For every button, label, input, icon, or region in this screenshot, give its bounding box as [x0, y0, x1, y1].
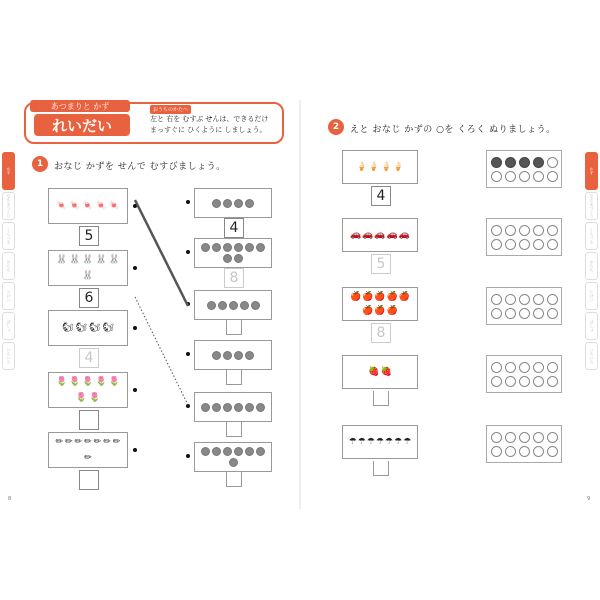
- answer-box[interactable]: 5: [371, 254, 391, 274]
- paint-circle[interactable]: [491, 157, 502, 168]
- picture-icon: 🍦: [368, 162, 380, 172]
- paint-circle[interactable]: [519, 308, 530, 319]
- picture-icon: 🚗: [386, 230, 398, 240]
- question-2-number: 2: [328, 119, 344, 135]
- paint-circle[interactable]: [533, 362, 544, 373]
- paint-circle[interactable]: [533, 294, 544, 305]
- picture-icon: ✏: [65, 437, 73, 447]
- picture-icon: 🍎: [362, 306, 374, 317]
- paint-circle[interactable]: [505, 294, 516, 305]
- picture-icon: 🐰: [82, 255, 94, 265]
- edge-tab[interactable]: ばしょ: [585, 312, 598, 340]
- paint-circle[interactable]: [491, 432, 502, 443]
- picture-icon: ✏: [112, 437, 121, 447]
- question-1-number: 1: [32, 156, 48, 172]
- picture-icon: 🐿: [75, 323, 87, 333]
- paint-circle[interactable]: [491, 171, 502, 182]
- paint-circle[interactable]: [491, 239, 502, 250]
- paint-circle[interactable]: [491, 294, 502, 305]
- paint-circle[interactable]: [505, 432, 516, 443]
- picture-icon: ✏: [74, 437, 83, 447]
- edge-tab[interactable]: ばしょ: [2, 312, 15, 340]
- paint-circle[interactable]: [505, 362, 516, 373]
- paint-circle[interactable]: [533, 157, 544, 168]
- picture-icon: ✏: [84, 453, 92, 463]
- picture-icon: 🐰: [55, 255, 68, 265]
- paint-circle[interactable]: [519, 239, 530, 250]
- picture-icon: ✏: [103, 437, 111, 447]
- answer-box[interactable]: 8: [224, 268, 244, 288]
- edge-tab[interactable]: かず: [585, 152, 598, 190]
- picture-icon: 🐰: [69, 255, 81, 265]
- paint-circle[interactable]: [533, 225, 544, 236]
- paint-circle[interactable]: [519, 294, 530, 305]
- question-1-instruction: おなじ かずを せんで むすびましょう。: [54, 162, 226, 172]
- picture-box: [342, 150, 418, 184]
- paint-circle[interactable]: [519, 446, 530, 457]
- picture-box: [342, 425, 418, 459]
- picture-icon: 🌷: [69, 377, 81, 387]
- paint-circle[interactable]: [533, 239, 544, 250]
- edge-tab[interactable]: くらべる: [585, 222, 598, 250]
- paint-circle[interactable]: [505, 446, 516, 457]
- paint-circle[interactable]: [505, 239, 516, 250]
- picture-icon: 🚗: [374, 230, 386, 240]
- answer-box[interactable]: 8: [371, 323, 391, 343]
- circle-grid[interactable]: [486, 425, 562, 463]
- paint-circle[interactable]: [547, 362, 558, 373]
- example-tab-label: あつまりと かず: [30, 100, 130, 112]
- paint-circle[interactable]: [533, 376, 544, 387]
- picture-box: [342, 218, 418, 252]
- paint-circle[interactable]: [533, 171, 544, 182]
- picture-icon: 🍬: [108, 201, 121, 211]
- edge-tab[interactable]: かず: [2, 152, 15, 190]
- paint-circle[interactable]: [505, 157, 516, 168]
- picture-icon: 🍬: [95, 201, 107, 211]
- paint-circle[interactable]: [547, 446, 558, 457]
- edge-tab[interactable]: いろいろ: [585, 342, 598, 370]
- solid-answer-line: [135, 200, 188, 306]
- answer-box[interactable]: 4: [224, 218, 244, 238]
- paint-circle[interactable]: [547, 294, 558, 305]
- picture-icon: 🌷: [89, 393, 101, 403]
- edge-tab[interactable]: かたち: [585, 252, 598, 280]
- dotted-answer-line: [135, 297, 188, 405]
- paint-circle[interactable]: [547, 432, 558, 443]
- picture-icon: 🐰: [82, 271, 94, 281]
- picture-icon: 🚗: [349, 230, 362, 240]
- paint-circle[interactable]: [519, 432, 530, 443]
- picture-icon: 🌷: [82, 377, 94, 387]
- page-number-left: 8: [8, 496, 12, 502]
- picture-icon: 🍎: [362, 291, 374, 302]
- paint-circle[interactable]: [491, 308, 502, 319]
- picture-icon: 🐰: [95, 255, 107, 265]
- picture-icon: ☂: [385, 437, 394, 447]
- picture-icon: 🍎: [374, 291, 386, 302]
- picture-icon: 🍬: [55, 201, 68, 211]
- paint-circle[interactable]: [505, 308, 516, 319]
- picture-icon: 🍓: [368, 367, 380, 377]
- paint-circle[interactable]: [519, 362, 530, 373]
- paint-circle[interactable]: [491, 376, 502, 387]
- page-number-right: 9: [587, 496, 591, 502]
- picture-icon: 🍬: [82, 201, 94, 211]
- edge-tab[interactable]: なかまづくり: [585, 192, 598, 220]
- paint-circle[interactable]: [505, 376, 516, 387]
- picture-icon: 🌷: [108, 377, 121, 387]
- edge-tab[interactable]: くらべる: [2, 222, 15, 250]
- circle-grid[interactable]: [486, 355, 562, 393]
- picture-icon: 🍎: [349, 291, 362, 302]
- paint-circle[interactable]: [547, 157, 558, 168]
- paint-circle[interactable]: [519, 376, 530, 387]
- paint-circle[interactable]: [547, 239, 558, 250]
- circle-grid[interactable]: [486, 218, 562, 256]
- picture-icon: 🍓: [380, 367, 392, 377]
- paint-circle[interactable]: [533, 446, 544, 457]
- picture-icon: 🍎: [374, 306, 386, 317]
- picture-icon: 🚗: [398, 230, 411, 240]
- picture-icon: ☂: [366, 437, 375, 447]
- picture-icon: 🐿: [102, 323, 114, 333]
- note-badge: おうちのかたへ: [150, 105, 191, 114]
- paint-circle[interactable]: [547, 376, 558, 387]
- picture-icon: ☂: [357, 437, 366, 447]
- circle-grid[interactable]: [486, 287, 562, 325]
- picture-icon: 🍦: [392, 162, 404, 172]
- paint-circle[interactable]: [505, 225, 516, 236]
- picture-icon: 🍎: [386, 306, 398, 317]
- paint-circle[interactable]: [519, 225, 530, 236]
- answer-box[interactable]: 4: [79, 348, 99, 368]
- answer-box[interactable]: 6: [79, 288, 99, 308]
- picture-icon: 🍎: [386, 291, 398, 302]
- paint-circle[interactable]: [547, 308, 558, 319]
- paint-circle[interactable]: [505, 171, 516, 182]
- paint-circle[interactable]: [547, 225, 558, 236]
- paint-circle[interactable]: [491, 446, 502, 457]
- picture-icon: 🍦: [380, 162, 392, 172]
- example-title: れいだい: [34, 114, 130, 136]
- picture-icon: 🌷: [75, 393, 87, 403]
- parent-note: 左と 右を むすぶ せんは、できるだけ まっすぐに ひくように しましょう。: [150, 115, 269, 134]
- paint-circle[interactable]: [491, 362, 502, 373]
- picture-icon: 🐿: [62, 323, 74, 333]
- edge-tab[interactable]: とけい: [2, 282, 15, 310]
- edge-tab[interactable]: なかまづくり: [2, 192, 15, 220]
- circle-grid[interactable]: [486, 150, 562, 188]
- picture-icon: 🌷: [55, 377, 68, 387]
- paint-circle[interactable]: [533, 432, 544, 443]
- picture-icon: ☂: [403, 437, 412, 447]
- picture-icon: 🍦: [356, 162, 368, 172]
- paint-circle[interactable]: [533, 308, 544, 319]
- picture-icon: ✏: [84, 437, 92, 447]
- picture-icon: 🐰: [108, 255, 121, 265]
- paint-circle[interactable]: [491, 225, 502, 236]
- picture-icon: 🚗: [362, 230, 374, 240]
- edge-tab[interactable]: かたち: [2, 252, 15, 280]
- edge-tab[interactable]: いろいろ: [2, 342, 15, 370]
- question-2-instruction: えと おなじ かずの ○を くろく ぬりましょう。: [350, 125, 556, 135]
- edge-tab[interactable]: とけい: [585, 282, 598, 310]
- picture-icon: 🍎: [398, 291, 411, 302]
- picture-icon: ☂: [394, 437, 403, 447]
- picture-icon: 🍬: [69, 201, 81, 211]
- picture-icon: ✏: [55, 437, 64, 447]
- answer-stem: [373, 391, 389, 406]
- picture-icon: ☂: [348, 437, 357, 447]
- picture-box: [342, 287, 418, 321]
- picture-icon: 🌷: [95, 377, 107, 387]
- paint-circle[interactable]: [519, 171, 530, 182]
- picture-icon: ✏: [93, 437, 102, 447]
- answer-box[interactable]: 5: [79, 226, 99, 246]
- paint-circle[interactable]: [519, 157, 530, 168]
- paint-circle[interactable]: [547, 171, 558, 182]
- picture-icon: ☂: [375, 437, 385, 447]
- picture-icon: 🐿: [89, 323, 101, 333]
- picture-box: [342, 355, 418, 389]
- answer-box[interactable]: 4: [371, 186, 391, 206]
- answer-stem: [373, 461, 389, 476]
